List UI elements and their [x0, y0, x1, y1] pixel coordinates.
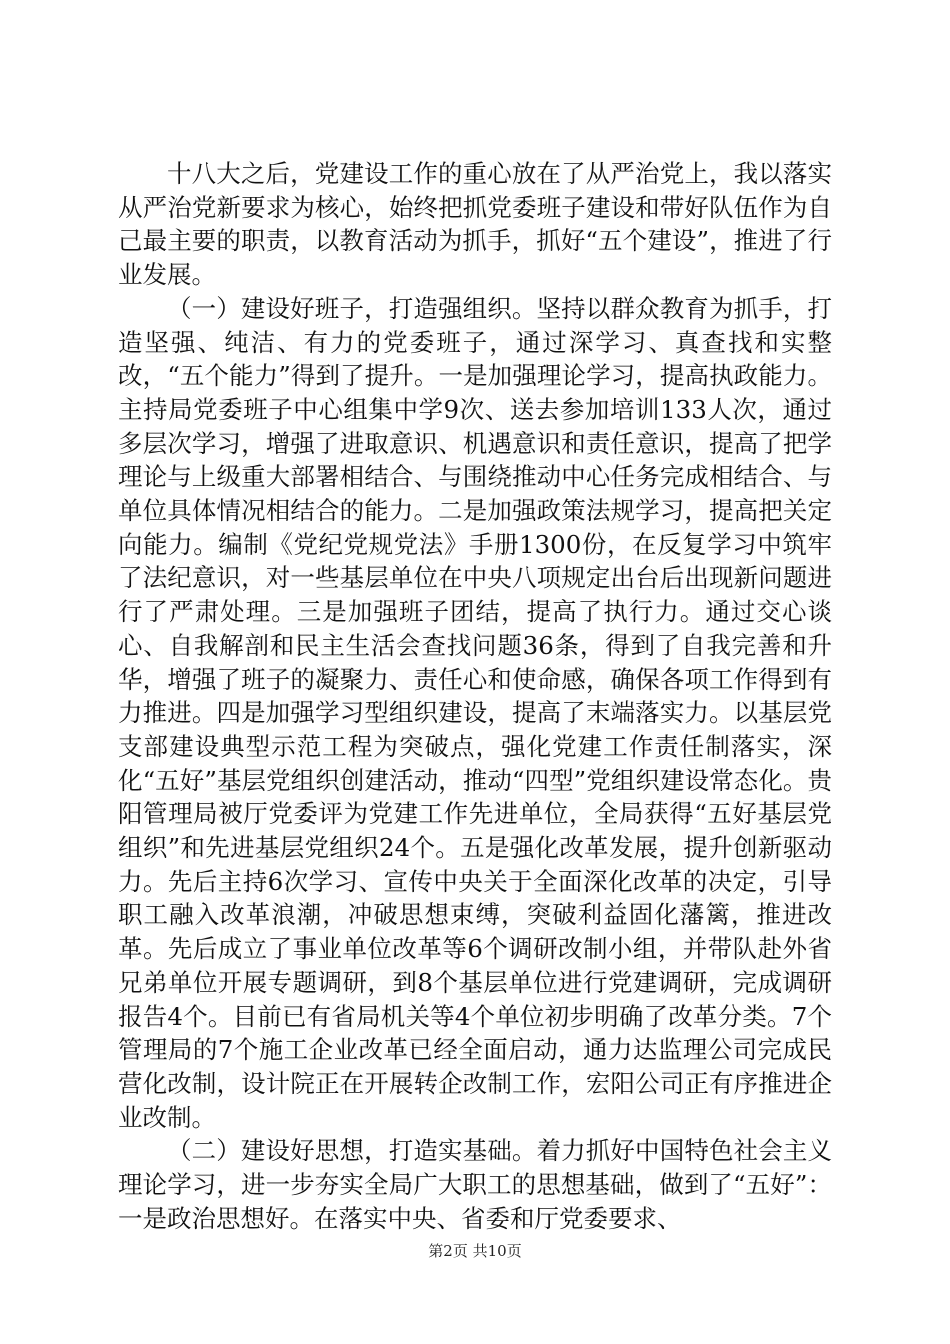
- paragraph-intro: 十八大之后，党建设工作的重心放在了从严治党上，我以落实从严治党新要求为核心，始终把抓党委班子建设和带好队伍作为自己最主要的职责，以教育活动为抓手，抓好“五个建设”，推进了行业发展。: [118, 159, 832, 290]
- paragraph-section-one: （一）建设好班子，打造强组织。坚持以群众教育为抓手，打造坚强、纯洁、有力的党委班子，通过深学习、真查找和实整改，“五个能力”得到了提升。一是加强理论学习，提高执政能力。主持局党委班子中心组集中学9次、送去参加培训133人次，通过多层次学习，增强了进取意识、机遇意识和责任意识，提高了把学理论与上级重大部署相结合、与围绕推动中心任务完成相结合、与单位具体情况相结合的能力。二是加强政策法规学习，提高把关定向能力。编制《党纪党规党法》手册1300份，在反复学习中筑牢了法纪意识，对一些基层单位在中央八项规定出台后出现新问题进行了严肃处理。三是加强班子团结，提高了执行力。通过交心谈心、自我解剖和民主生活会查找问题36条，得到了自我完善和升华，增强了班子的凝聚力、责任心和使命感，确保各项工作得到有力推进。四是加强学习型组织建设，提高了末端落实力。以基层党支部建设典型示范工程为突破点，强化党建工作责任制落实，深化“五好”基层党组织创建活动，推动“四型”党组织建设常态化。贵阳管理局被厅党委评为党建工作先进单位，全局获得“五好基层党组织”和先进基层党组织24个。五是强化改革发展，提升创新驱动力。先后主持6次学习、宣传中央关于全面深化改革的决定，引导职工融入改革浪潮，冲破思想束缚，突破利益固化藩篱，推进改革。先后成立了事业单位改革等6个调研改制小组，并带队赴外省兄弟单位开展专题调研，到8个基层单位进行党建调研，完成调研报告4个。目前已有省局机关等4个单位初步明确了改革分类。7个管理局的7个施工企业改革已经全面启动，通力达监理公司完成民营化改制，设计院正在开展转企改制工作，宏阳公司正有序推进企业改制。: [118, 293, 832, 1132]
- page-footer: 第2页 共10页: [428, 1242, 522, 1260]
- paragraph-section-two: （二）建设好思想，打造实基础。着力抓好中国特色社会主义理论学习，进一步夯实全局广大职工的思想基础，做到了“五好”：一是政治思想好。在落实中央、省委和厅党委要求、: [118, 1136, 832, 1233]
- body-text: [118, 157, 832, 1236]
